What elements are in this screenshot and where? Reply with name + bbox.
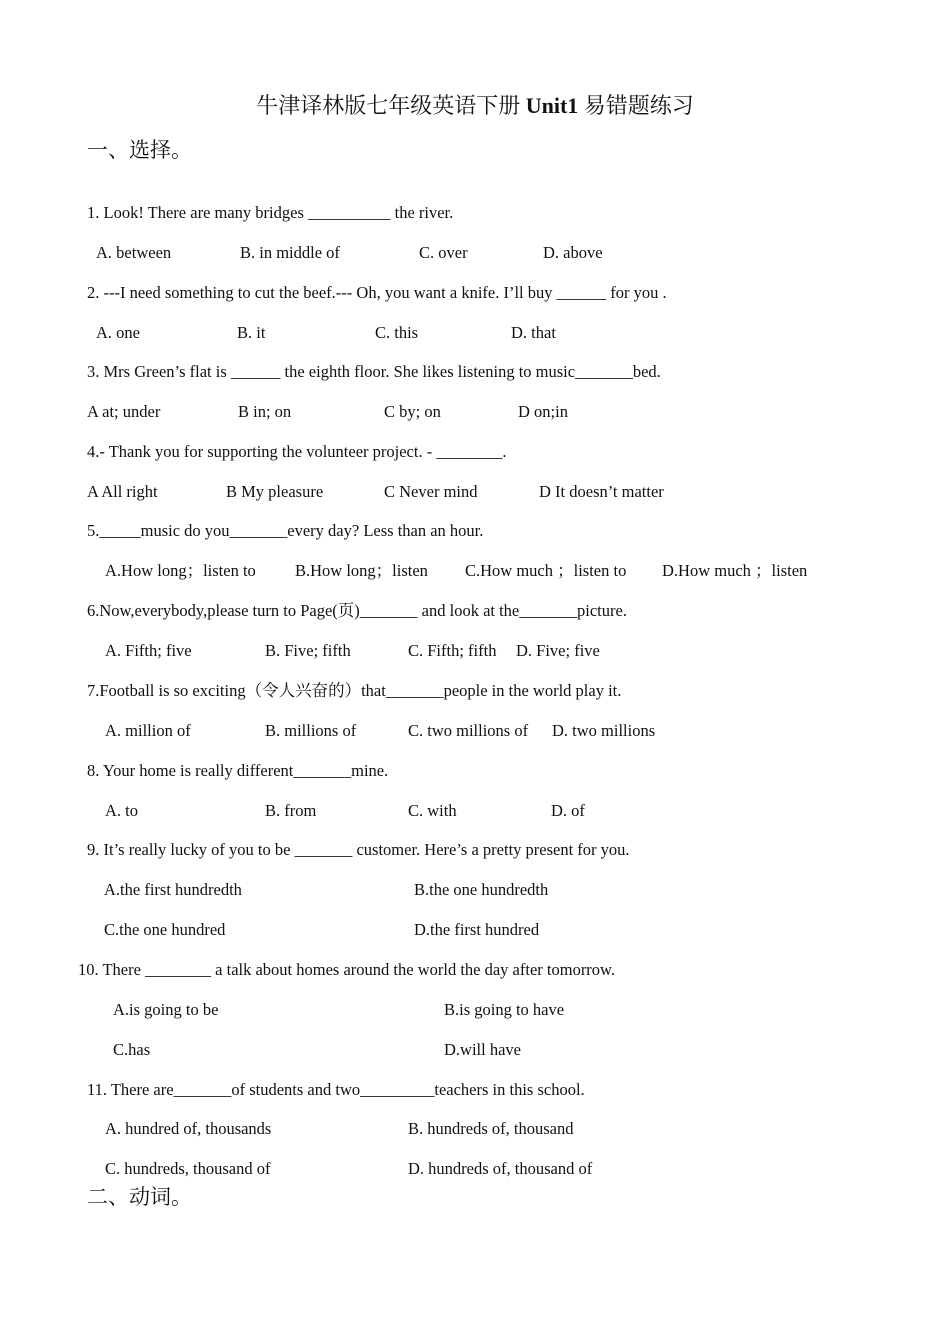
question-option: C.has xyxy=(113,1040,151,1059)
question-stem: 6.Now,everybody,please turn to Page(页)_______ and look at the_______picture. xyxy=(87,601,627,620)
question-option: D. that xyxy=(511,323,556,342)
title-unit: Unit1 xyxy=(525,93,579,118)
question-option: D. hundreds of, thousand of xyxy=(408,1159,593,1178)
question-option: C Never mind xyxy=(384,482,478,501)
question-option: C.How much ；listen to xyxy=(465,561,627,580)
question-option: D.How much ；listen xyxy=(662,561,808,580)
section-heading-verbs: 二、动词。 xyxy=(87,1185,192,1209)
question-stem: 4.- Thank you for supporting the volunteer project. - ________. xyxy=(87,442,507,461)
question-option: C. with xyxy=(408,801,457,820)
question-option: D. above xyxy=(543,243,603,262)
question-stem: 11. There are_______of students and two_________teachers in this school. xyxy=(87,1080,585,1099)
question-option: A All right xyxy=(87,482,158,501)
question-option: B. millions of xyxy=(265,721,357,740)
question-option: A at; under xyxy=(87,402,161,421)
question-option: C. two millions of xyxy=(408,721,529,740)
title-suffix: 易错题练习 xyxy=(578,93,694,118)
question-stem: 5._____music do you_______every day? Less than an hour. xyxy=(87,521,484,540)
question-option: C by; on xyxy=(384,402,441,421)
question-option: B. hundreds of, thousand xyxy=(408,1119,574,1138)
question-option: B. it xyxy=(237,323,266,342)
question-option: A.How long；listen to xyxy=(105,561,256,580)
question-option: A.is going to be xyxy=(113,1000,219,1019)
question-option: C. Fifth; fifth xyxy=(408,641,497,660)
title-prefix: 牛津译林版七年级英语下册 xyxy=(256,93,526,118)
question-stem: 3. Mrs Green’s flat is ______ the eighth floor. She likes listening to music_______bed. xyxy=(87,362,661,381)
question-option: D. of xyxy=(551,801,585,820)
question-stem: 10. There ________ a talk about homes around the world the day after tomorrow. xyxy=(78,960,616,979)
question-option: C. hundreds, thousand of xyxy=(105,1159,271,1178)
question-option: B. Five; fifth xyxy=(265,641,351,660)
question-option: A. hundred of, thousands xyxy=(105,1119,272,1138)
question-option: B.How long；listen xyxy=(295,561,428,580)
question-stem: 9. It’s really lucky of you to be _______ customer. Here’s a pretty present for you. xyxy=(87,840,630,859)
question-stem: 2. ---I need something to cut the beef.--- Oh, you want a knife. I’ll buy ______ for you . xyxy=(87,283,667,302)
question-option: A. Fifth; five xyxy=(105,641,192,660)
question-option: B. from xyxy=(265,801,317,820)
question-stem: 8. Your home is really different_______mine. xyxy=(87,761,389,780)
section-heading-choice: 一、选择。 xyxy=(87,138,192,162)
question-option: A.the first hundredth xyxy=(104,880,242,899)
question-option: D.the first hundred xyxy=(414,920,540,939)
question-option: C. this xyxy=(375,323,419,342)
question-option: C.the one hundred xyxy=(104,920,226,939)
question-option: A. one xyxy=(96,323,140,342)
question-stem: 1. Look! There are many bridges __________ the river. xyxy=(87,203,454,222)
question-option: D. two millions xyxy=(552,721,656,740)
question-option: B My pleasure xyxy=(226,482,324,501)
question-option: C. over xyxy=(419,243,468,262)
question-stem: 7.Football is so exciting（令人兴奋的）that_______people in the world play it. xyxy=(87,681,622,700)
question-option: A. million of xyxy=(105,721,191,740)
question-option: B.the one hundredth xyxy=(414,880,549,899)
question-option: D. Five; five xyxy=(516,641,600,660)
question-option: B in; on xyxy=(238,402,292,421)
question-option: A. between xyxy=(96,243,172,262)
page-title xyxy=(0,92,950,120)
question-option: D on;in xyxy=(518,402,568,421)
question-option: D It doesn’t matter xyxy=(539,482,664,501)
question-option: D.will have xyxy=(444,1040,521,1059)
question-option: B. in middle of xyxy=(240,243,340,262)
question-option: B.is going to have xyxy=(444,1000,565,1019)
question-option: A. to xyxy=(105,801,138,820)
